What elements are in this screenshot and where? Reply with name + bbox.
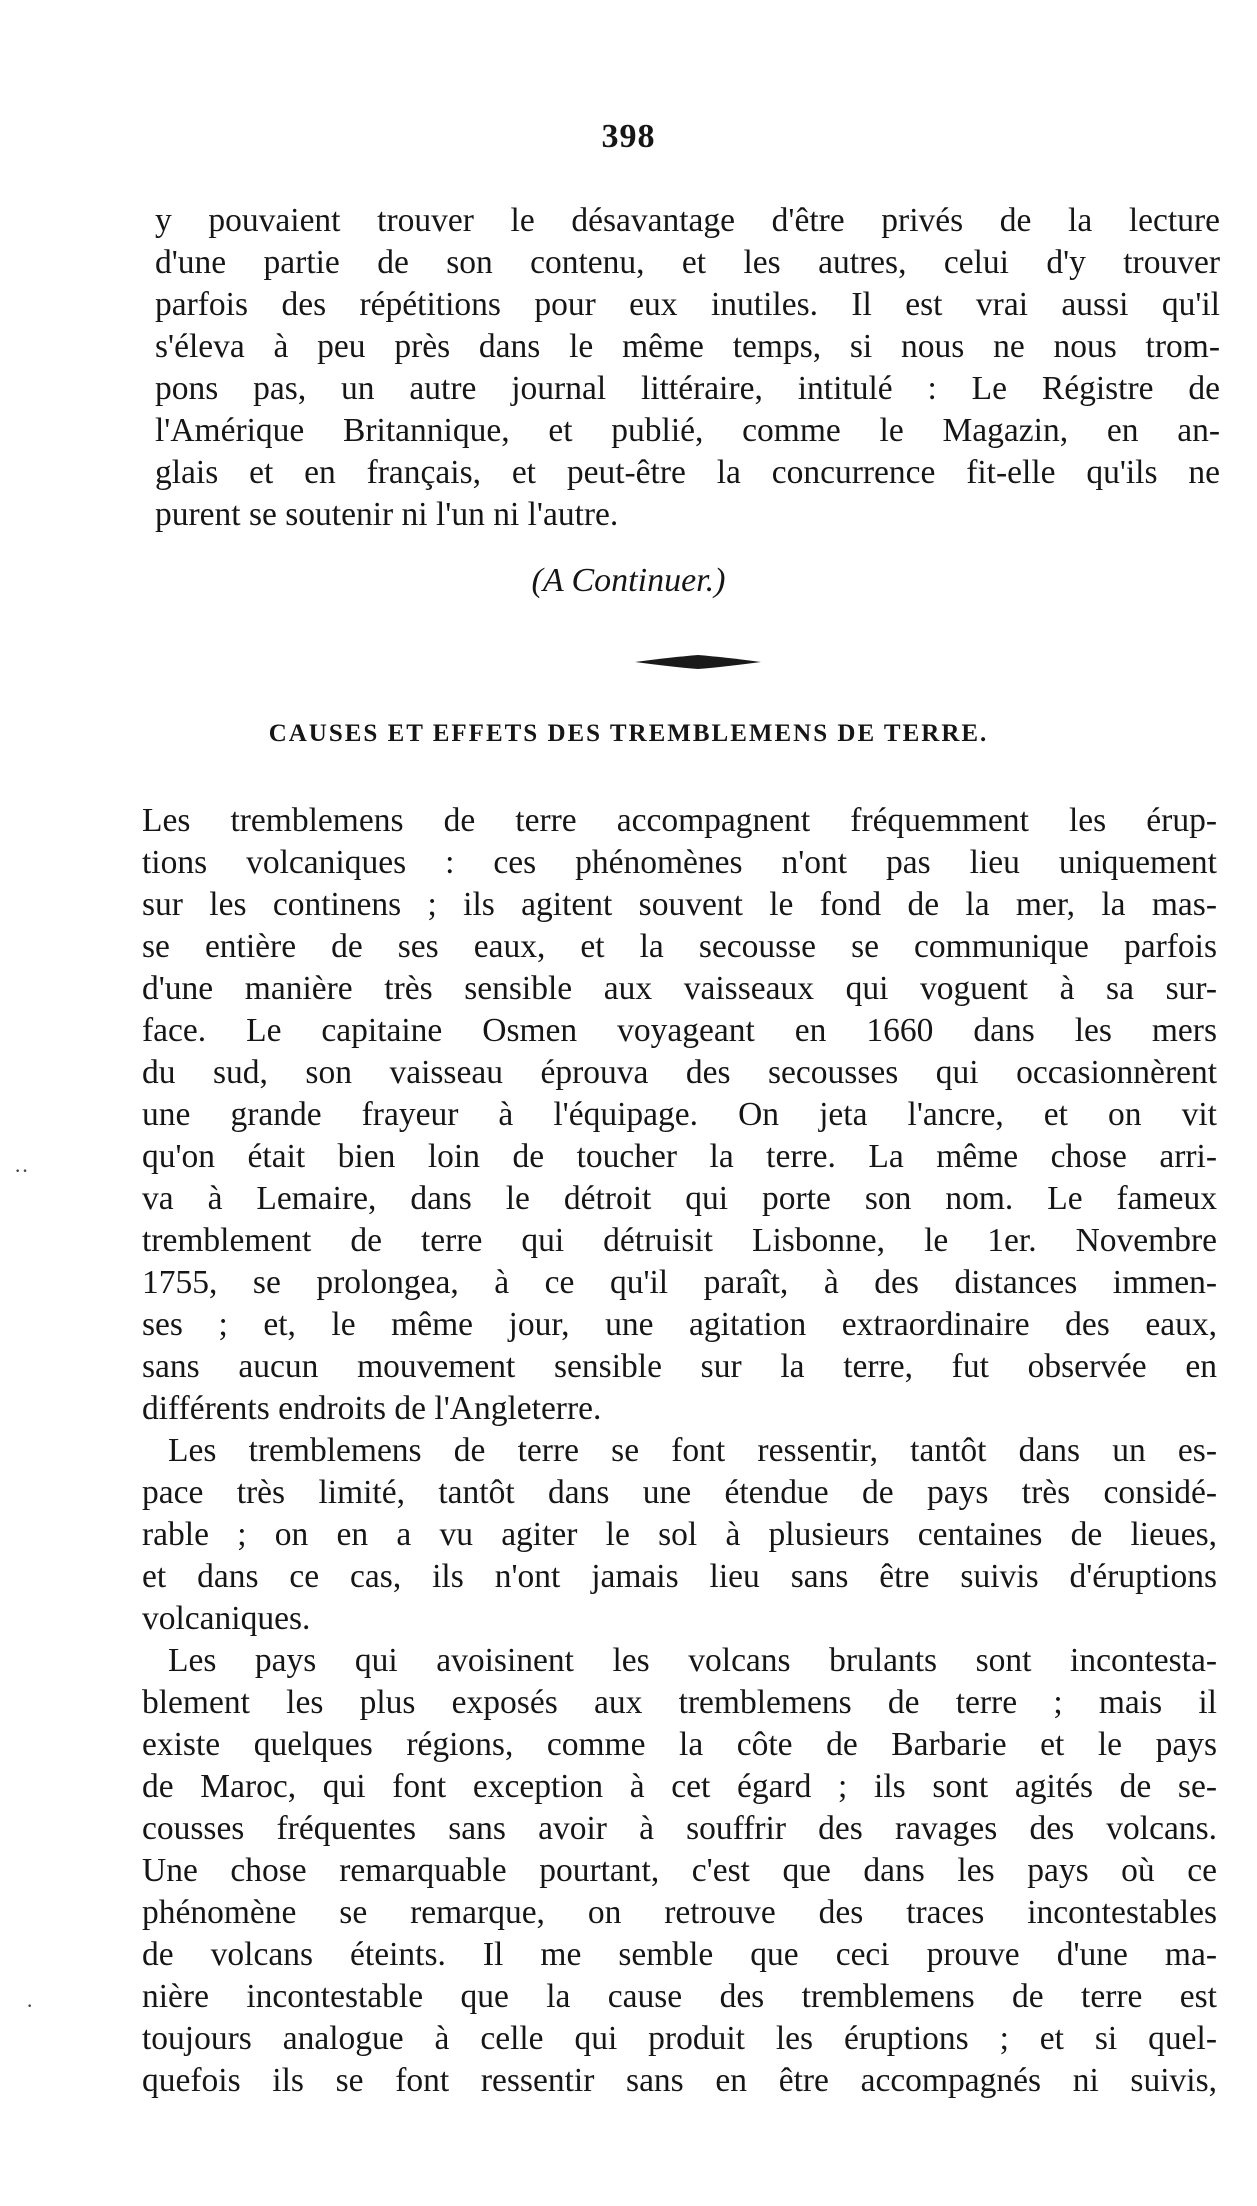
text-line: y pouvaient trouver le désavantage d'être privés de la lecture xyxy=(155,202,1220,239)
text-line: phénomène se remarque, on retrouve des traces incontestables xyxy=(142,1894,1217,1931)
text-line: Les tremblemens de terre accompagnent fréquemment les érup- xyxy=(142,802,1217,839)
page-number: 398 xyxy=(601,118,656,155)
text-line: Les tremblemens de terre se font ressentir, tantôt dans un es- xyxy=(168,1432,1217,1469)
text-line: ses ; et, le même jour, une agitation extraordinaire des eaux, xyxy=(142,1306,1217,1343)
text-line: de volcans éteints. Il me semble que ceci prouve d'une ma- xyxy=(142,1936,1217,1973)
text-line: du sud, son vaisseau éprouva des secousses qui occasionnèrent xyxy=(142,1054,1217,1091)
article-title: CAUSES ET EFFETS DES TREMBLEMENS DE TERRE. xyxy=(268,720,989,747)
text-line: se entière de ses eaux, et la secousse se communique parfois xyxy=(142,928,1217,965)
text-line: qu'on était bien loin de toucher la terre. La même chose arri- xyxy=(142,1138,1217,1175)
continuation-note: (A Continuer.) xyxy=(531,562,726,599)
text-line: glais et en français, et peut-être la concurrence fit-elle qu'ils ne xyxy=(155,454,1220,491)
text-line: volcaniques. xyxy=(142,1600,311,1637)
article-body xyxy=(142,800,1217,2130)
continued-paragraph xyxy=(155,200,1220,540)
text-line: Une chose remarquable pourtant, c'est que dans les pays où ce xyxy=(142,1852,1217,1889)
text-line: une grande frayeur à l'équipage. On jeta l'ancre, et on vit xyxy=(142,1096,1217,1133)
text-line: blement les plus exposés aux tremblemens de terre ; mais il xyxy=(142,1684,1217,1721)
text-line: différents endroits de l'Angleterre. xyxy=(142,1390,602,1427)
text-line: s'éleva à peu près dans le même temps, si nous ne nous trom- xyxy=(155,328,1220,365)
text-line: toujours analogue à celle qui produit les éruptions ; et si quel- xyxy=(142,2020,1217,2057)
text-line: et dans ce cas, ils n'ont jamais lieu sans être suivis d'éruptions xyxy=(142,1558,1217,1595)
text-line: tions volcaniques : ces phénomènes n'ont pas lieu uniquement xyxy=(142,844,1217,881)
text-line: cousses fréquentes sans avoir à souffrir des ravages des volcans. xyxy=(142,1810,1217,1847)
text-line: d'une partie de son contenu, et les autres, celui d'y trouver xyxy=(155,244,1220,281)
text-line: pace très limité, tantôt dans une étendue de pays très considé- xyxy=(142,1474,1217,1511)
text-line: tremblement de terre qui détruisit Lisbonne, le 1er. Novembre xyxy=(142,1222,1217,1259)
text-line: l'Amérique Britannique, et publié, comme le Magazin, en an- xyxy=(155,412,1220,449)
margin-mark: ·· xyxy=(14,1158,29,1183)
text-line: sans aucun mouvement sensible sur la terre, fut observée en xyxy=(142,1348,1217,1385)
text-line: de Maroc, qui font exception à cet égard ; ils sont agités de se- xyxy=(142,1768,1217,1805)
text-line: rable ; on en a vu agiter le sol à plusieurs centaines de lieues, xyxy=(142,1516,1217,1553)
text-line: purent se soutenir ni l'un ni l'autre. xyxy=(155,496,619,533)
text-line: 1755, se prolongea, à ce qu'il paraît, à des distances immen- xyxy=(142,1264,1217,1301)
text-line: pons pas, un autre journal littéraire, intitulé : Le Régistre de xyxy=(155,370,1220,407)
text-line: quefois ils se font ressentir sans en être accompagnés ni suivis, xyxy=(142,2062,1217,2099)
section-divider-ornament xyxy=(633,652,763,672)
text-line: d'une manière très sensible aux vaisseaux qui voguent à sa sur- xyxy=(142,970,1217,1007)
text-line: va à Lemaire, dans le détroit qui porte son nom. Le fameux xyxy=(142,1180,1217,1217)
text-line: existe quelques régions, comme la côte de Barbarie et le pays xyxy=(142,1726,1217,1763)
text-line: parfois des répétitions pour eux inutiles. Il est vrai aussi qu'il xyxy=(155,286,1220,323)
text-line: Les pays qui avoisinent les volcans brulants sont incontesta- xyxy=(168,1642,1217,1679)
text-line: face. Le capitaine Osmen voyageant en 1660 dans les mers xyxy=(142,1012,1217,1049)
text-line: sur les continens ; ils agitent souvent le fond de la mer, la mas- xyxy=(142,886,1217,923)
margin-mark: · xyxy=(26,1993,34,2018)
text-line: nière incontestable que la cause des tremblemens de terre est xyxy=(142,1978,1217,2015)
